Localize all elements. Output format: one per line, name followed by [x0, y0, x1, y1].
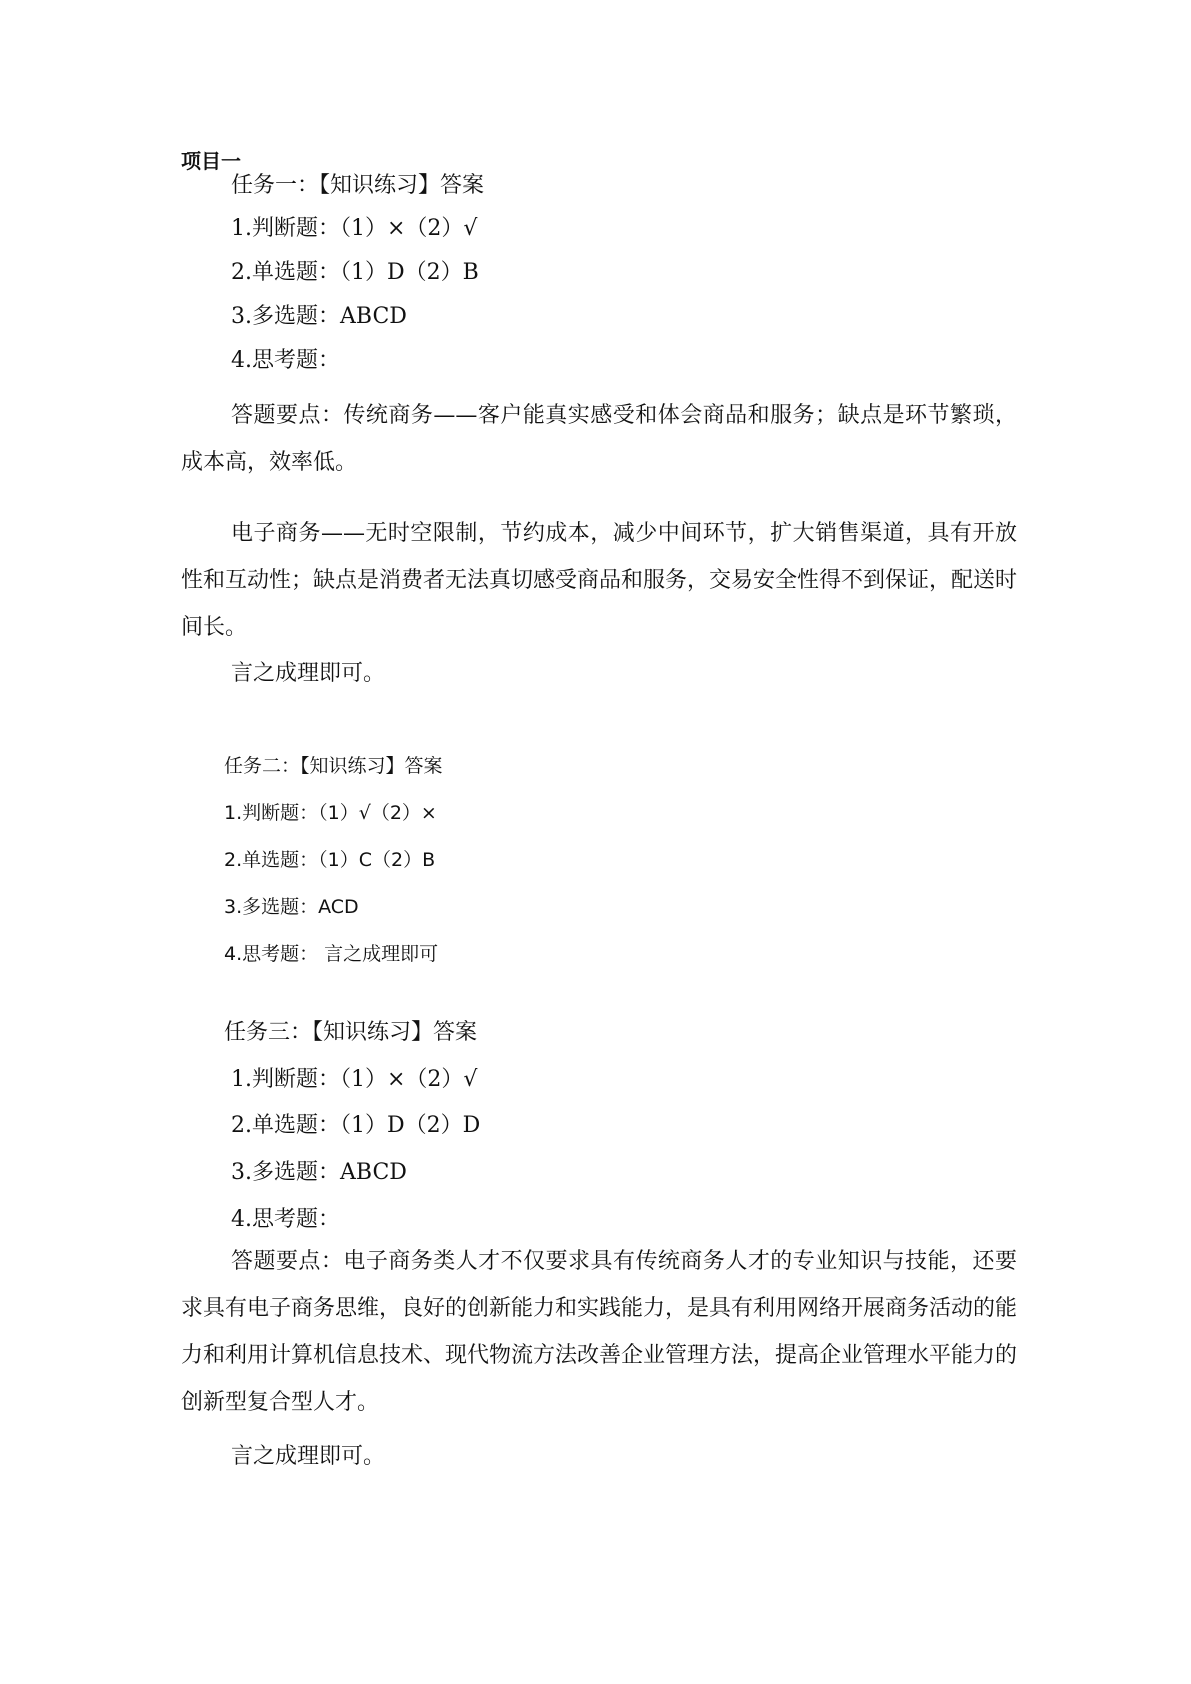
- task1-answer-paragraph-3: 言之成理即可。: [231, 661, 386, 686]
- task1-question-2: 2.单选题：（1）D（2）B: [231, 260, 479, 285]
- project-title: 项目一: [181, 149, 241, 173]
- task1-title: 任务一：【知识练习】答案: [231, 173, 485, 198]
- task3-answer-paragraph-2: 言之成理即可。: [231, 1444, 386, 1469]
- task1-answer-paragraph-1: 答题要点：传统商务——客户能真实感受和体会商品和服务；缺点是环节繁琐，成本高，效率低。: [181, 403, 1017, 475]
- task3-title: 任务三：【知识练习】答案: [224, 1020, 478, 1045]
- task3-question-2: 2.单选题：（1）D（2）D: [231, 1113, 481, 1138]
- task3-answer-paragraph-1: 答题要点：电子商务类人才不仅要求具有传统商务人才的专业知识与技能，还要求具有电子商务思维，良好的创新能力和实践能力，是具有利用网络开展商务活动的能力和利用计算机信息技术、现代物流方法改善企业管理方法，提高企业管理水平能力的创新型复合型人才。: [181, 1249, 1018, 1415]
- task1-question-3: 3.多选题：ABCD: [231, 304, 407, 329]
- task1-question-4: 4.思考题：: [231, 348, 340, 373]
- task1-answer-paragraph-2: 电子商务——无时空限制，节约成本，减少中间环节，扩大销售渠道，具有开放性和互动性；缺点是消费者无法真切感受商品和服务，交易安全性得不到保证，配送时间长。: [181, 521, 1018, 640]
- task3-question-3: 3.多选题：ABCD: [231, 1160, 407, 1185]
- task2-question-1: 1.判断题：（1）√（2）×: [224, 802, 437, 824]
- task1-question-1: 1.判断题：（1）×（2）√: [231, 216, 478, 241]
- task3-question-4: 4.思考题：: [231, 1207, 340, 1232]
- task3-question-1: 1.判断题：（1）×（2）√: [231, 1067, 478, 1092]
- task2-question-4: 4.思考题： 言之成理即可: [224, 943, 439, 965]
- task2-title: 任务二：【知识练习】答案: [224, 755, 443, 777]
- task2-question-2: 2.单选题：（1）C（2）B: [224, 849, 436, 871]
- task2-question-3: 3.多选题：ACD: [224, 896, 359, 918]
